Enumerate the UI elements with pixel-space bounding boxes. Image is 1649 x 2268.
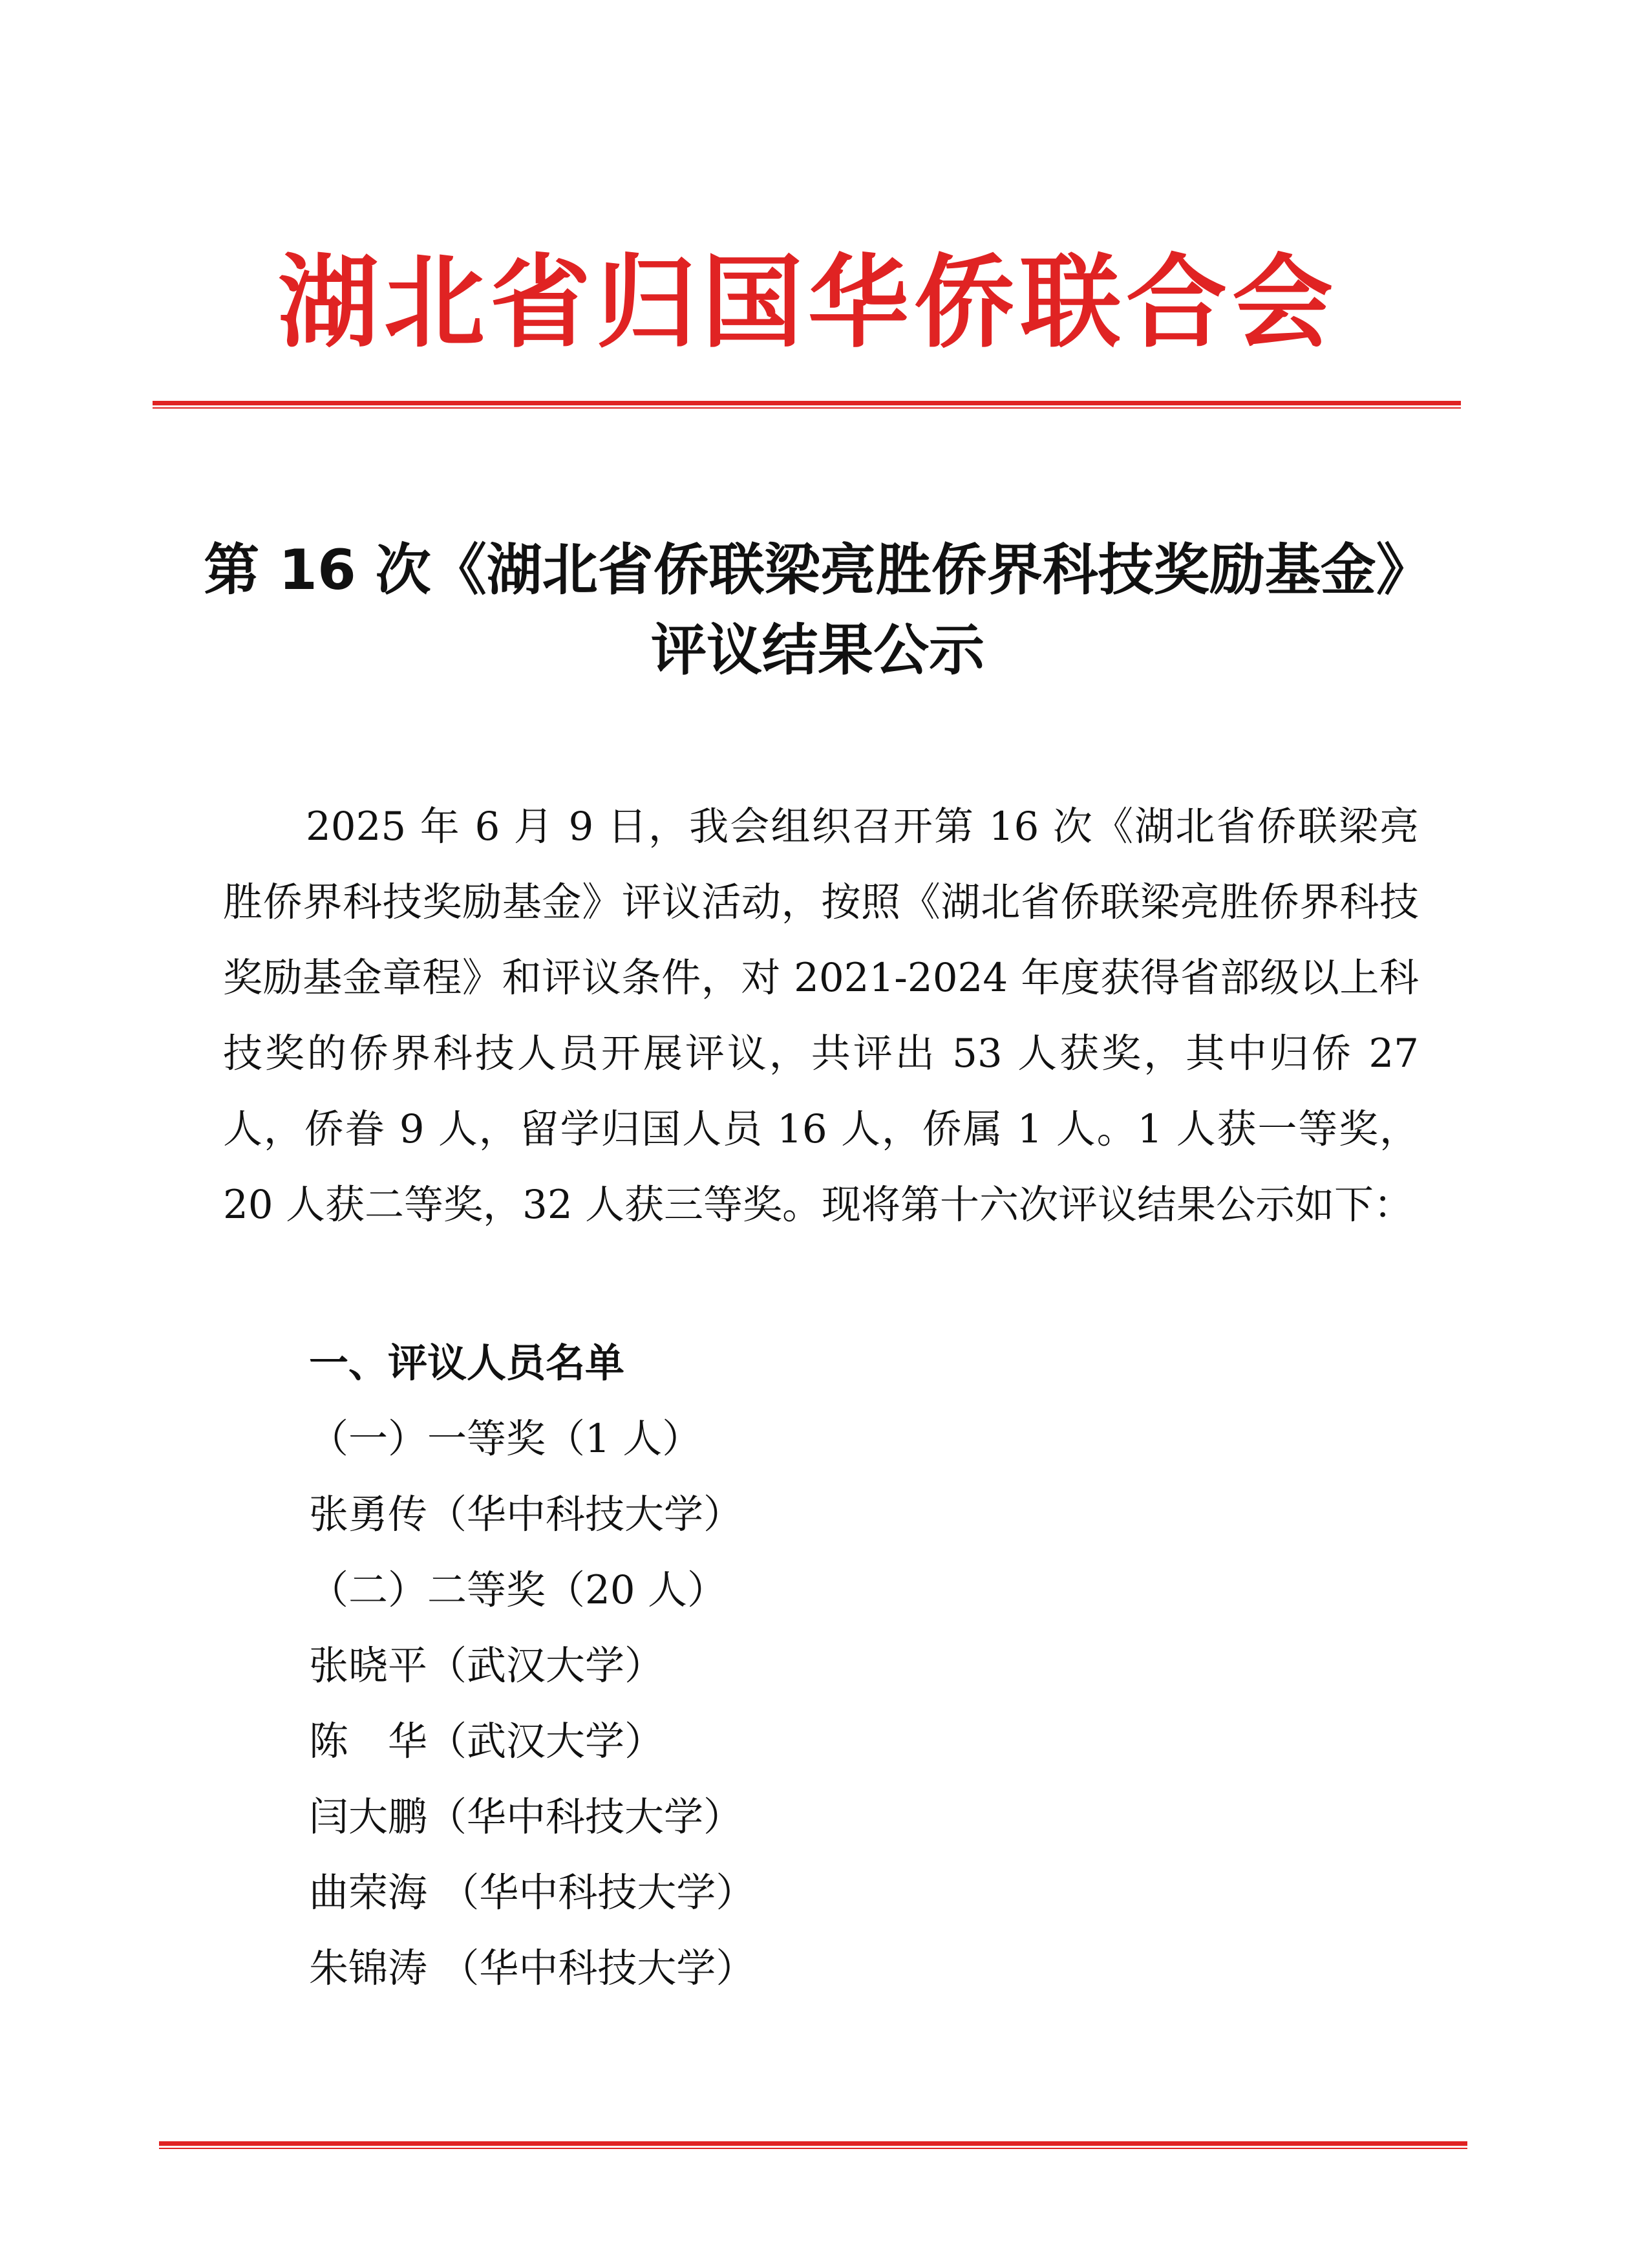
second-prize-heading: （二）二等奖（20 人） bbox=[309, 1567, 727, 1613]
body-paragraph: 2025 年 6 月 9 日，我会组织召开第 16 次《湖北省侨联梁亮胜侨界科技奖励基金》评议活动，按照《湖北省侨联梁亮胜侨界科技奖励基金章程》和评议条件，对 2021-2024 年度获得省部级以上科技奖的侨界科技人员开展评议，共评出 53 人获奖，其中归侨 27 人，侨眷 9 人，留学归国人员 16 人，侨属 1 人。1 人获一等奖，20 人获二等奖，32 人获三等奖。现将第十六次评议结果公示如下： bbox=[223, 804, 1419, 1228]
second-prize-entry: 曲荣海 （华中科技大学） bbox=[309, 1870, 756, 1916]
document-title-line-2: 评议结果公示 bbox=[651, 618, 984, 683]
document-title-line-1: 第 16 次《湖北省侨联梁亮胜侨界科技奖励基金》 bbox=[204, 538, 1432, 603]
second-prize-entry: 张晓平（武汉大学） bbox=[309, 1643, 665, 1689]
first-prize-heading: （一）一等奖（1 人） bbox=[309, 1416, 702, 1462]
header-divider-thin-line bbox=[153, 407, 1461, 409]
footer-divider-thin-line bbox=[159, 2148, 1467, 2149]
header-divider-thick-line bbox=[153, 401, 1461, 405]
header-divider bbox=[153, 401, 1461, 407]
section-heading-winners: 一、评议人员名单 bbox=[309, 1340, 625, 1386]
footer-divider bbox=[159, 2141, 1467, 2148]
footer-divider-thick-line bbox=[159, 2141, 1467, 2146]
second-prize-entry: 闫大鹏（华中科技大学） bbox=[309, 1794, 743, 1840]
document-title bbox=[155, 530, 1480, 690]
first-prize-entry: 张勇传（华中科技大学） bbox=[309, 1492, 743, 1537]
second-prize-entry: 朱锦涛 （华中科技大学） bbox=[309, 1945, 756, 1991]
org-header-title: 湖北省归国华侨联合会 bbox=[278, 244, 1338, 361]
second-prize-entry: 陈 华（武汉大学） bbox=[309, 1718, 665, 1764]
winners-list bbox=[309, 1325, 1408, 2006]
